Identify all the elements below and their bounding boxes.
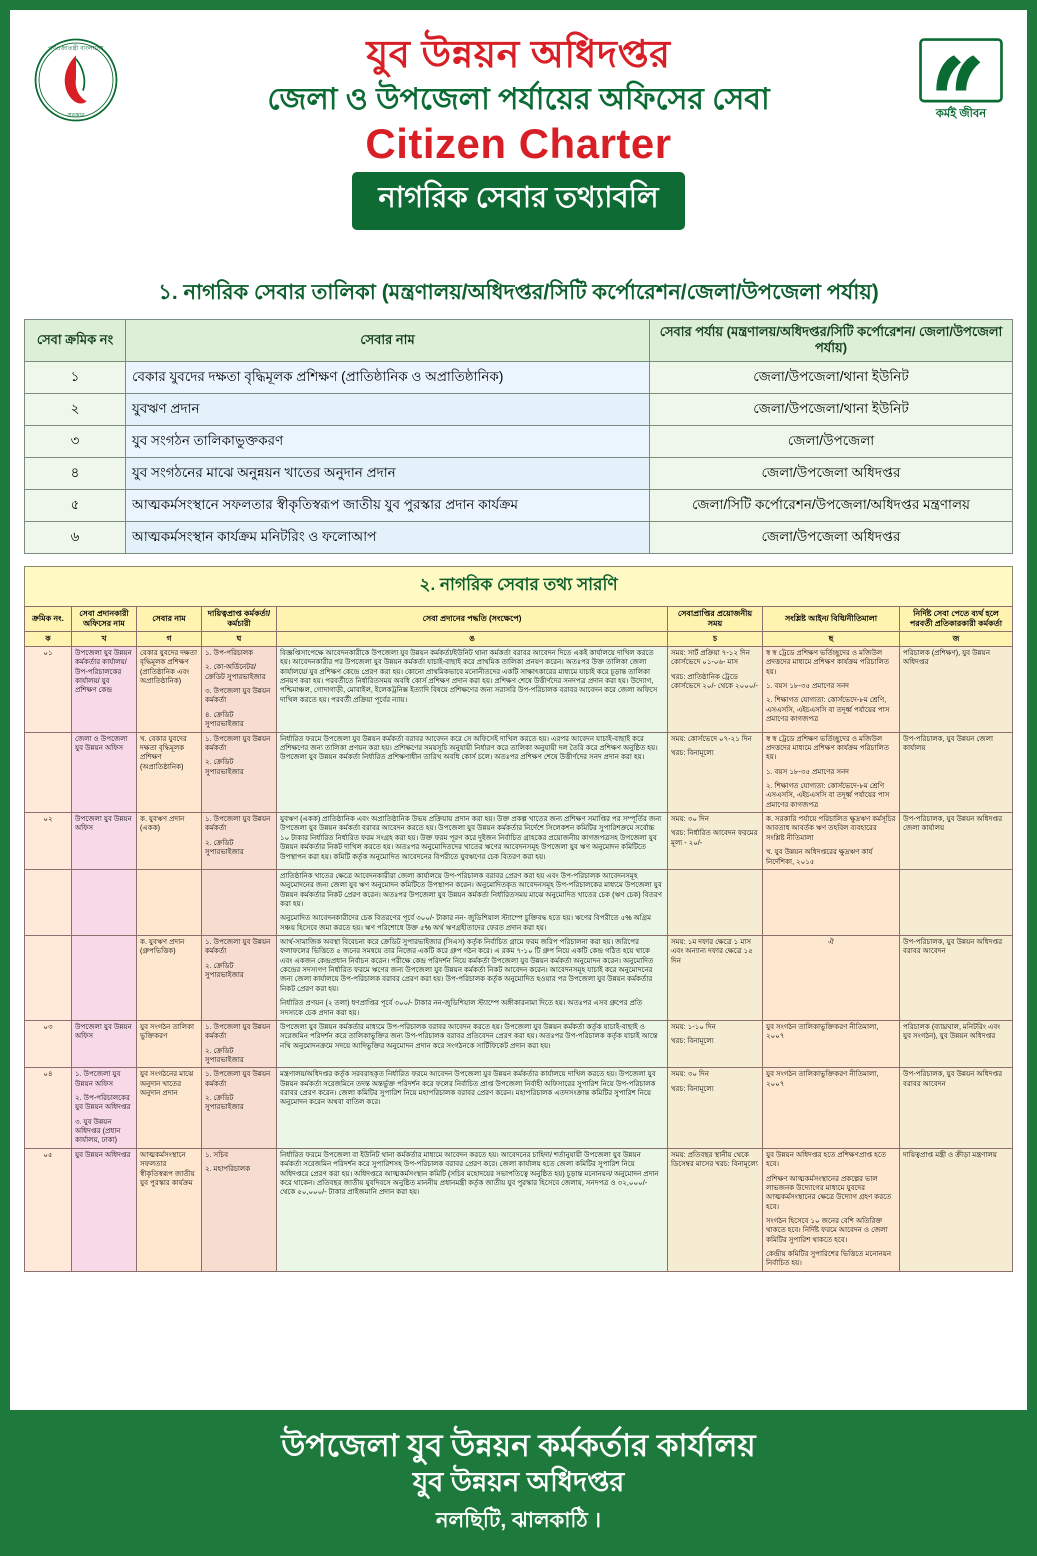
cell-redress-officer: পরিচালক (প্রশিক্ষণ), যুব উন্নয়ন অধিদপ্তর	[900, 647, 1013, 733]
cell-office-name: উপজেলা যুব উন্নয়ন অফিস	[72, 1020, 137, 1067]
cell-procedure: নির্ধারিত ফরমে উপজেলা বা ইউনিট থানা কর্মকর্তার মাধ্যমে আবেদন করতে হয়। আবেদনের চাহিদা/ শর্তানুযায়ী উপজেলা যুব উন্নয়ন কর্মকর্তা সরেজমিন পরিদর্শন করে সুপারিশসহ উপ-পরিচালক বরাবর প্রেরণ করে। জেলা কার্যালয় হতে জেলা কমিটির সুপারিশ নিয়ে অধিদপ্তরে প্রেরণ করা হয়। অধিদপ্তরে আত্মকর্মসংস্থান কমিটি (সচিব মহোদয়ের সভাপতিত্বে অনুষ্ঠিত হয়) চূড়ান্ত মনোনয়ন/ অনুমোদন প্রদান করে থাকেন। প্রতিবছর জাতীয় যুবদিবসে অনুষ্ঠিত মাননীয় প্রধানমন্ত্রী কর্তৃক জাতীয় যুব পুরস্কার হিসেবে জেলায়, সনদপত্র ও ৩২,০০০/- থেকে ৫০,০০০/- টাকার প্রাইজমানি প্রদান করা হয়।	[277, 1148, 668, 1271]
cell-redress-officer: উপ-পরিচালক, যুব উন্নয়ন অধিদপ্তর বরাবর আবেদন	[900, 1068, 1013, 1149]
poster-body	[10, 10, 1027, 1410]
cell-serial: ০৪	[25, 1068, 72, 1149]
table-row	[25, 1148, 1013, 1271]
cell-time-required: সময়: ৩০ দিন খরচ: বিনামূল্যে	[668, 1068, 763, 1149]
service-list-table	[24, 319, 1013, 554]
cell-serial	[25, 869, 72, 935]
page-title-english: Citizen Charter	[365, 119, 672, 167]
svg-text:কর্মই জীবন: কর্মই জীবন	[935, 107, 987, 120]
cell-procedure: উপজেলা যুব উন্নয়ন কর্মকর্তার মাধ্যমে উপ-পরিচালক বরাবর আবেদন করতে হয়। উপজেলা যুব উন্নয়ন কর্মকর্তা কর্তৃক যাচাই-বাছাই ও সরেজমিন পরিদর্শন করে তালিকাভুক্তির জন্য উপ-পরিচালক বরাবর প্রতিবেদন প্রেরণ করা হয়। অতঃপর উপ-পরিচালক কর্তৃক যাচাই আন্তে নথি অনুমোদনক্রমে সদয়ে আদিভুক্তির অনুমোদন প্রদান করে সংগঠনকে সার্টিফিকেট প্রদান করা হয়।	[277, 1020, 668, 1067]
col-serial: ক্রমিক নং.	[25, 606, 72, 632]
col-service-name: সেবার নাম	[126, 320, 650, 362]
letter-cha: চ	[668, 632, 763, 647]
table-row	[25, 1068, 1013, 1149]
table-row	[25, 813, 1013, 870]
cell-service-name	[137, 869, 202, 935]
col-responsible-officer: দায়িত্বপ্রাপ্ত কর্মকর্তা/কর্মচারী	[202, 606, 277, 632]
footer-office-name: উপজেলা যুব উন্নয়ন কর্মকর্তার কার্যালয়	[281, 1427, 756, 1463]
cell-name: যুবঋণ প্রদান	[126, 393, 650, 425]
cell-office-name: যুব উন্নয়ন অধিদপ্তর	[72, 1148, 137, 1271]
cell-responsible-officer: ১. উপজেলা যুব উন্নয়ন কর্মকর্তা ২. ক্রেডিট সুপারভাইজার	[202, 1020, 277, 1067]
youth-development-logo-icon	[915, 34, 1007, 126]
cell-service-name: ক. যুবঋণ প্রদান (একক)	[137, 813, 202, 870]
cell-serial: ০৩	[25, 1020, 72, 1067]
cell-procedure: নির্ধারিত ফরমে উপজেলা যুব উন্নয়ন কর্মকর্তা বরাবর আবেদন করে সে অফিসেই দাখিল করতে হয়। এরপর আবেদন যাচাই-বাছাই করে প্রশিক্ষণের জন্য তালিকা প্রণয়ন করা হয়। প্রশিক্ষণের সময়সূচি অনুযায়ী নির্ধারণ করে তালিকা অনুযায়ী দল তৈরি করে প্রশিক্ষণ অনুষ্ঠিত হয়। উপজেলা যুব উন্নয়ন কর্মকর্তা নির্ধারিত প্রশিক্ষণাধীন তারিখ অবধি কোর্স চলে। অতঃপর প্রশিক্ষণ শেষে উত্তীর্ণদের সনদ প্রদান করা হয়।	[277, 732, 668, 813]
cell-serial: ২	[25, 393, 126, 425]
cell-law-policy: যুব সংগঠন তালিকাভুক্তিকরণ নীতিমালা, ২০০৭	[763, 1020, 900, 1067]
cell-service-name: ক. যুবঋণ প্রদান (গ্রুপভিত্তিক)	[137, 936, 202, 1021]
cell-redress-officer: দায়িত্বপ্রাপ্ত মন্ত্রী ও ক্রীড়া মন্ত্রণালয়	[900, 1148, 1013, 1271]
cell-redress-officer	[900, 869, 1013, 935]
poster-footer	[0, 1410, 1037, 1556]
cell-serial: ৪	[25, 457, 126, 489]
letter-chha: ছ	[763, 632, 900, 647]
cell-law-policy: যুব উন্নয়ন অধিদপ্তর হতে প্রশিক্ষণপ্রাপ্ত হতে হবে। প্রশিক্ষণ আত্মকর্মসংস্থানের প্রকল্পের ভাল লাভজনক উদ্যোগের মাধ্যমে যুবদের আত্মকর্মসংস্থানের ক্ষেত্রে উদ্যোগ গ্রহণ করতে হবে। সংগঠন হিসেবে ১০ জনের বেশি অতিরিক্ত থাকতে হবে। নির্দিষ্ট ফরমে আবেদন ও জেলা কমিটির সুপারিশ থাকতে হবে। কেন্দ্রীয় কমিটির সুপারিশের ভিত্তিতে মনোনয়ন নির্বাচিত হয়।	[763, 1148, 900, 1271]
cell-responsible-officer: ১. উপজেলা যুব উন্নয়ন কর্মকর্তা ২. ক্রেডিট সুপারভাইজার	[202, 1068, 277, 1149]
page-title-banner: নাগরিক সেবার তথ্যাবলি	[352, 172, 684, 230]
cell-level: জেলা/উপজেলা	[650, 425, 1013, 457]
letter-kha: খ	[72, 632, 137, 647]
col-procedure: সেবা প্রদানের পদ্ধতি (সংক্ষেপে)	[277, 606, 668, 632]
cell-office-name: জেলা ও উপজেলা যুব উন্নয়ন অফিস	[72, 732, 137, 813]
page-title: যুব উন্নয়ন অধিদপ্তর	[366, 34, 671, 76]
cell-serial: ০৫	[25, 1148, 72, 1271]
cell-level: জেলা/উপজেলা অধিদপ্তর	[650, 521, 1013, 553]
table-letter-row	[25, 632, 1013, 647]
section1-heading: ১. নাগরিক সেবার তালিকা (মন্ত্রণালয়/অধিদপ্তর/সিটি কর্পোরেশন/জেলা/উপজেলা পর্যায়)	[158, 281, 879, 304]
cell-serial	[25, 936, 72, 1021]
cell-procedure: বিজ্ঞপ্তিসাপেক্ষে আবেদনকারীকে উপজেলা যুব উন্নয়ন কর্মকর্তা/ইউনিট থানা কর্মকর্তা বরাবর আবেদন দিতে একই কার্যালয়ে দাখিল করতে হয়। আবেদনকারীর পর উপজেলা যুব উন্নয়ন কর্মকর্তা যাচাই-বাছাই করে প্রাথমিক তালিকা প্রনয়ণ করেন। অতঃপর উক্ত তালিকা জেলা কার্যালয়ে/ যুব প্রশিক্ষণ কেন্দ্রে প্রেরণ করা হয়। কোনাে প্রাথমিকভাবে মনোনীতদের একটি সাক্ষাৎকারের মাধ্যমে যাচাই করে চূড়ান্ত তালিকা প্রনয়ণ করা হয়। পরবর্তীতে নির্ধারিতসময় অবধি কোর্স প্রশিক্ষণ প্রদান করা হয়। প্রশিক্ষণ শেষে উত্তীর্ণদের সনদপত্র প্রদান করা হয়। উদ্যোগ, পশ্চিমাঞ্চল, গোদাগাড়ী, মোবাইল, ইলেকট্রনিক্স ইত্যাদি বিষয়ে প্রশিক্ষণের জন্য সরাসরি উপ-পরিচালক বরাবর আবেদন করে জেলা অফিসে দাখিল করতে হয়। পরবর্তী প্রক্রিয়া পূর্বের ন্যায়।	[277, 647, 668, 733]
cell-time-required: সময়: ১-১০ দিন খরচ: বিনামূল্যে	[668, 1020, 763, 1067]
cell-responsible-officer: ১. উপজেলা যুব উন্নয়ন কর্মকর্তা ২. ক্রেডিট সুপারভাইজার	[202, 813, 277, 870]
table-header-row	[25, 320, 1013, 362]
cell-redress-officer: উপ-পরিচালক, যুব উন্নয়ন অধিদপ্তর জেলা কার্যালয়	[900, 813, 1013, 870]
cell-responsible-officer: ১. উপজেলা যুব উন্নয়ন কর্মকর্তা ২. ক্রেডিট সুপারভাইজার	[202, 732, 277, 813]
cell-service-name: বেকার যুবদের দক্ষতা বৃদ্ধিমূলক প্রশিক্ষণ (প্রাতিষ্ঠানিক এবং অপ্রাতিষ্ঠানিক)	[137, 647, 202, 733]
letter-ka: ক	[25, 632, 72, 647]
cell-law-policy: ক. সরকারি পর্যায়ে পরিচালিত ক্ষুদ্রঋণ কর্মসূচির আবতাধ আবর্তক ঋণ তহবিল ব্যবহারের সংশ্লিষ্ট নীতিমালা খ. যুব উন্নয়ন অধিদপ্তরের ক্ষুদ্রঋণ কার্য নির্দেশিকা, ২০১৫	[763, 813, 900, 870]
cell-time-required	[668, 869, 763, 935]
cell-procedure: মন্ত্রণালয়/অধিদপ্তর কর্তৃক সরবরাহকৃত নির্ধারিত ফরমে আবেদন উপজেলা যুব উন্নয়ন কর্মকর্তার কার্যালয়ে দাখিল করতে হয়। উপজেলা যুব উন্নয়ন কর্মকর্তা সরেজমিনে তদন্ত অন্তর্ভুক্ত পরিদর্শন করে ফলের নির্বাচিত প্রাপ্ত উপজেলা নির্বাহী অফিসারের সুপারিশ নিয়ে উপ-পরিচালক বরাবর প্রেরণ করেন। জেলা কমিটির সুপারিশ নিয়ে মহাপরিচালক বরাবর প্রেরণ করেন। মহাপরিচালক এতদসংক্রান্ত কমিটির সুপারিশ নিয়ে অনুমোদন করেন অথবা বাতিল করে।	[277, 1068, 668, 1149]
cell-time-required: সময়: ১ম দফার ক্ষেত্রে ১ মাস এবং অন্যান্য দফার ক্ষেত্রে ১৫ দিন	[668, 936, 763, 1021]
cell-responsible-officer: ১. উপজেলা যুব উন্নয়ন কর্মকর্তা ২. ক্রেডিট সুপারভাইজার	[202, 936, 277, 1021]
letter-uo: ঙ	[277, 632, 668, 647]
letter-gha: ঘ	[202, 632, 277, 647]
cell-serial	[25, 732, 72, 813]
cell-office-name: উপজেলা যুব উন্নয়ন কর্মকর্তার কার্যালয়/ উপ-পরিচালকের কার্যালয়/ যুব প্রশিক্ষণ কেন্দ্র	[72, 647, 137, 733]
col-office-name: সেবা প্রদানকারী অফিসের নাম	[72, 606, 137, 632]
col-redress-officer: নির্দিষ্ট সেবা পেতে ব্যর্থ হলে পরবর্তী প্রতিকারকারী কর্মকর্তা	[900, 606, 1013, 632]
cell-procedure: আর্থ-সামাজিক অবস্থা বিবেচনা করে ক্রেডিট সুপারভাইজার (সিএস) কর্তৃক নির্বাচিত গ্রামে ফরম জরিপ পরিচালনা করা হয়। জরিপের ফলাফলের ভিত্তিতে ৫ জনের সমন্বয়ে তার নিজের একটি করে গ্রুপ গঠন করে। এ রকম ৭-১০ টি গ্রুপ নিয়ে একটি কেন্দ্র গঠিত হয়ে থাকে এবং একজন কেন্দ্রপ্রধান নির্বাচন করেন। পরীক্ষে কেন্দ্র পরিদর্শন নিয়ে কর্মকর্তা উপজেলা যুব উন্নয়ন কর্মকর্তা অনুমোদন করেন। অনুমোদিত কেন্দ্রের সদস্যগণ নির্ধারিত ফরমে ঋণের জন্য উপজেলা যুব উন্নয়ন কর্মকর্তা নিকট আবেদন করেন। আবেদনসমূহ যাচাই করে অনুমোদনের জন্য জেলা কার্যালয়ে উপ-পরিচালক বরাবর প্রেরণ করা হয়। উপ-পরিচালক কর্তৃক অনুমোদিত হওয়ার পর উপজেলা যুব উন্নয়ন কর্মকর্তার নিকট প্রেরণ করা হয়। নির্ধারিত প্রণয়ন (২ তলা) ধণপ্রাপ্তির পূর্বে ৩০০/- টাকার নন-জুডিশিয়াল স্ট্যাম্পে অঙ্গীকারনামা দিতে হয়। অতঃপর এসব গ্রুপের প্রতি সদস্যকে চেক প্রদান করা হয়।	[277, 936, 668, 1021]
cell-procedure: প্রাতিষ্ঠানিক খাতের ক্ষেত্রে আবেদনকারীরা জেলা কার্যালয়ে উপ-পরিচালক বরাবর প্রেরণ করা হয় এবং উপ-পরিচালক আবেদনসমূহ অনুমোদনের জন্য জেলা যুব ঋণ অনুমোদন কমিটিতে উপস্থাপন করেন। অনুমোদিতকৃত আবেদনসমূহ উপ-পরিচালকের মাধ্যমে উপজেলা যুব উন্নয়ন কর্মকর্তার নিকট প্রেরণ করেন। অতঃপর উপজেলা যুব উন্নয়ন কর্মকর্তা নির্ধারিতসময় মাঝে অনুমোদিত খাতের চেক (ঋণ চেক) বিতরণ করা হয়। অনুমোদিত আবেদনকারীদের চেক বিতরণের পূর্বে ৩০০/- টাকার নন- জুডিশিয়াল স্ট্যাম্পে চুক্তিবদ্ধ হতে হয়। ঋণের বিপরীতে ৫% অগ্রিম সঞ্চয় হিসেবে জমা করতে হয়। ঋণ পরিশোধে উক্ত ৫% অর্থ ঋণগ্রহীতাদের ফেরত প্রদান করা হয়।	[277, 869, 668, 935]
cell-level: জেলা/উপজেলা অধিদপ্তর	[650, 457, 1013, 489]
cell-serial: ৩	[25, 425, 126, 457]
cell-office-name: ১. উপজেলা যুব উন্নয়ন অফিস ২. উপ-পরিচালকের যুব উন্নয়ন অধিদপ্তর ৩. যুব উন্নয়ন অধিদপ্তর (প্রধান কার্যালয়, ঢাকা)	[72, 1068, 137, 1149]
cell-office-name	[72, 936, 137, 1021]
table-header-row	[25, 606, 1013, 632]
table-row	[25, 393, 1013, 425]
cell-time-required: সময়: সার্ট প্রক্রিয়া ৭-১২ দিন কোর্সভেদে ০১-০৬- মাস খরচ: প্রাতিষ্ঠানিক ট্রেডে কোর্সভেদে ২০/- থেকে ২০০০/-	[668, 647, 763, 733]
page-subtitle: জেলা ও উপজেলা পর্যায়ের অফিসের সেবা	[267, 82, 770, 116]
cell-name: যুব সংগঠন তালিকাভুক্তকরণ	[126, 425, 650, 457]
cell-responsible-officer: ১. সচিব ২. মহাপরিচালক	[202, 1148, 277, 1271]
table-row	[25, 869, 1013, 935]
cell-level: জেলা/উপজেলা/থানা ইউনিট	[650, 361, 1013, 393]
table-row	[25, 521, 1013, 553]
letter-ja: জ	[900, 632, 1013, 647]
cell-time-required: সময়: কোর্সভেদে ০৭-২১ দিন খরচ: বিনামূল্যে	[668, 732, 763, 813]
cell-name: যুব সংগঠনের মাঝে অনুন্নয়ন খাতের অনুদান প্রদান	[126, 457, 650, 489]
col-service-level: সেবার পর্যায় (মন্ত্রণালয়/অধিদপ্তর/সিটি কর্পোরেশন/ জেলা/উপজেলা পর্যায়)	[650, 320, 1013, 362]
cell-law-policy: যুব সংগঠন তালিকাভুক্তিকরণ নীতিমালা, ২০০৭	[763, 1068, 900, 1149]
table-row	[25, 489, 1013, 521]
table-row	[25, 936, 1013, 1021]
service-details-table	[24, 606, 1013, 1272]
table-row	[25, 647, 1013, 733]
cell-service-name: খ. বেকার যুবদের দক্ষতা বৃদ্ধিমূলক প্রশিক্ষণ (অপ্রাতিষ্ঠানিক)	[137, 732, 202, 813]
cell-office-name	[72, 869, 137, 935]
cell-law-policy: ঐ	[763, 936, 900, 1021]
letter-ga: গ	[137, 632, 202, 647]
cell-level: জেলা/সিটি কর্পোরেশন/উপজেলা/অধিদপ্তর মন্ত্রণালয়	[650, 489, 1013, 521]
cell-serial: ৬	[25, 521, 126, 553]
table-row	[25, 732, 1013, 813]
cell-time-required: সময়: প্রতিবছর স্থানীয় থেকে ডিসেম্বর মাসের খরচ: বিনামূল্যে	[668, 1148, 763, 1271]
table-row	[25, 1020, 1013, 1067]
cell-time-required: সময়: ৩০ দিন খরচ: নির্ধারিত আবেদন ফরমের মূল্য - ২০/-	[668, 813, 763, 870]
poster-header	[24, 16, 1013, 266]
cell-redress-officer: উপ-পরিচালক, যুব উন্নয়ন জেলা কার্যালয়	[900, 732, 1013, 813]
col-service-name: সেবার নাম	[137, 606, 202, 632]
svg-text:সরকার: সরকার	[67, 111, 85, 119]
cell-law-policy: স্ব স্ব ট্রেডে প্রশিক্ষণ ভর্তিচ্ছুদের ও মজিউল প্রদত্তদের মাধ্যমে প্রশিক্ষণ কার্যক্রম পরিচালিত হয়। ১. বয়স ১৮-৩৫ প্রমাণের সনদ ২. শিক্ষাগত যোগ্যতা: কোর্সভেদে-৮ম শ্রেণি, এসএসসি, এইচএসসি বা তদূর্ধ্ব পর্যায়ের পাস প্রমাণের কাগজপত্র	[763, 647, 900, 733]
cell-service-name: আত্মকর্মসংস্থানে সফলতার স্বীকৃতিস্বরূপ জাতীয় যুব পুরস্কার কার্যক্রম	[137, 1148, 202, 1271]
cell-name: আত্মকর্মসংস্থানে সফলতার স্বীকৃতিস্বরূপ জাতীয় যুব পুরস্কার প্রদান কার্যক্রম	[126, 489, 650, 521]
cell-procedure: যুবঋণ (একক) প্রাতিষ্ঠানিক এবং অপ্রাতিষ্ঠানিক উভয় প্রক্রিয়ায় প্রদান করা হয়। উক্ত প্রকল্প খাতের জন্য প্রশিক্ষণ সমাপ্তির পর সম্পূর্তির জন্য উপজেলা যুব উন্নয়ন কর্মকর্তা বরাবর আবেদন করতে হয়। উপজেলা যুব উন্নয়ন কর্মকর্তার নির্দেশে সিলেকশন কমিটির সুপারিশক্রমে সর্বোচ্চ ১০ টাকার নির্ধারিত নির্ধারিত ফরম সংগ্রহ করা হয়। উক্ত ফরম পূরণ করে দুইজন নির্বাচিত গ্রাহকের প্রয়োজনীয় কাগজপত্রসহ উপজেলা যুব উন্নয়ন কর্মকর্তার নিকট দাখিল করতে হয়। অতঃপর অনুমোদিতদের খাতের ঋণের আবেদনসমূহ উপজেলা যুব ঋণ অনুমোদন কমিটিতে উপস্থাপন করা হয়। কমিটি কর্তৃক অনুমোদিত আবেদনের বিপরীতে যুবঋণের চেক বিতরণ করা হয়।	[277, 813, 668, 870]
footer-department-name: যুব উন্নয়ন অধিদপ্তর	[412, 1467, 625, 1498]
cell-redress-officer: উপ-পরিচালক, যুব উন্নয়ন অধিদপ্তর বরাবর আবেদন	[900, 936, 1013, 1021]
bangladesh-government-emblem-icon	[30, 34, 122, 126]
cell-serial: ০১	[25, 647, 72, 733]
cell-responsible-officer	[202, 869, 277, 935]
cell-responsible-officer: ১. উপ-পরিচালক ২. কো-অর্ডিনেটর/ ক্রেডিট সুপারভাইজার ৩. উপজেলা যুব উন্নয়ন কর্মকর্তা ৪. ক্রেডিট সুপারভাইজার	[202, 647, 277, 733]
footer-location: নলছিটি, ঝালকাঠি ।	[435, 1509, 602, 1533]
col-law-policy: সংশ্লিষ্ট আইন/ বিধি/নীতিমালা	[763, 606, 900, 632]
cell-serial: ১	[25, 361, 126, 393]
cell-office-name: উপজেলা যুব উন্নয়ন অফিস	[72, 813, 137, 870]
col-serial: সেবা ক্রমিক নং	[25, 320, 126, 362]
cell-level: জেলা/উপজেলা/থানা ইউনিট	[650, 393, 1013, 425]
table-row	[25, 425, 1013, 457]
section2-heading: ২. নাগরিক সেবার তথ্য সারণি	[24, 566, 1013, 606]
cell-law-policy	[763, 869, 900, 935]
cell-service-name: যুব সংগঠন তালিকা ভুক্তিকরণ	[137, 1020, 202, 1067]
table-row	[25, 361, 1013, 393]
cell-serial: ০২	[25, 813, 72, 870]
cell-serial: ৫	[25, 489, 126, 521]
svg-text:গণপ্রজাতন্ত্রী বাংলাদেশ: গণপ্রজাতন্ত্রী বাংলাদেশ	[48, 45, 104, 53]
cell-service-name: যুব সংগঠনের মাঝে অনুদান খাতের অনুদান প্রদান	[137, 1068, 202, 1149]
table-row	[25, 457, 1013, 489]
cell-law-policy: স্ব স্ব ট্রেডে প্রশিক্ষণ ভর্তিচ্ছুদের ও মজিউল প্রদত্তদের মাধ্যমে প্রশিক্ষণ কার্যক্রম পরিচালিত হয়। ১. বয়স ১৮-৩৫ প্রমাণের সনদ ২. শিক্ষাগত যোগ্যতা: কোর্সভেদে-৮ম শ্রেণি এসএসসি, এইচএসসি বা তদূর্ধ্ব পর্যায়ের পাস প্রমাণের কাগজপত্র	[763, 732, 900, 813]
cell-redress-officer: পরিচালক (ব্যাঘ্রঘাল, মনিটরিং এবং যুব সংগঠন), যুব উন্নয়ন অধিদপ্তর	[900, 1020, 1013, 1067]
col-time-required: সেবাপ্রাপ্তির প্রয়োজনীয় সময়	[668, 606, 763, 632]
cell-name: বেকার যুবদের দক্ষতা বৃদ্ধিমূলক প্রশিক্ষণ (প্রাতিষ্ঠানিক ও অপ্রাতিষ্ঠানিক)	[126, 361, 650, 393]
cell-name: আত্মকর্মসংস্থান কার্যক্রম মনিটরিং ও ফলোআপ	[126, 521, 650, 553]
